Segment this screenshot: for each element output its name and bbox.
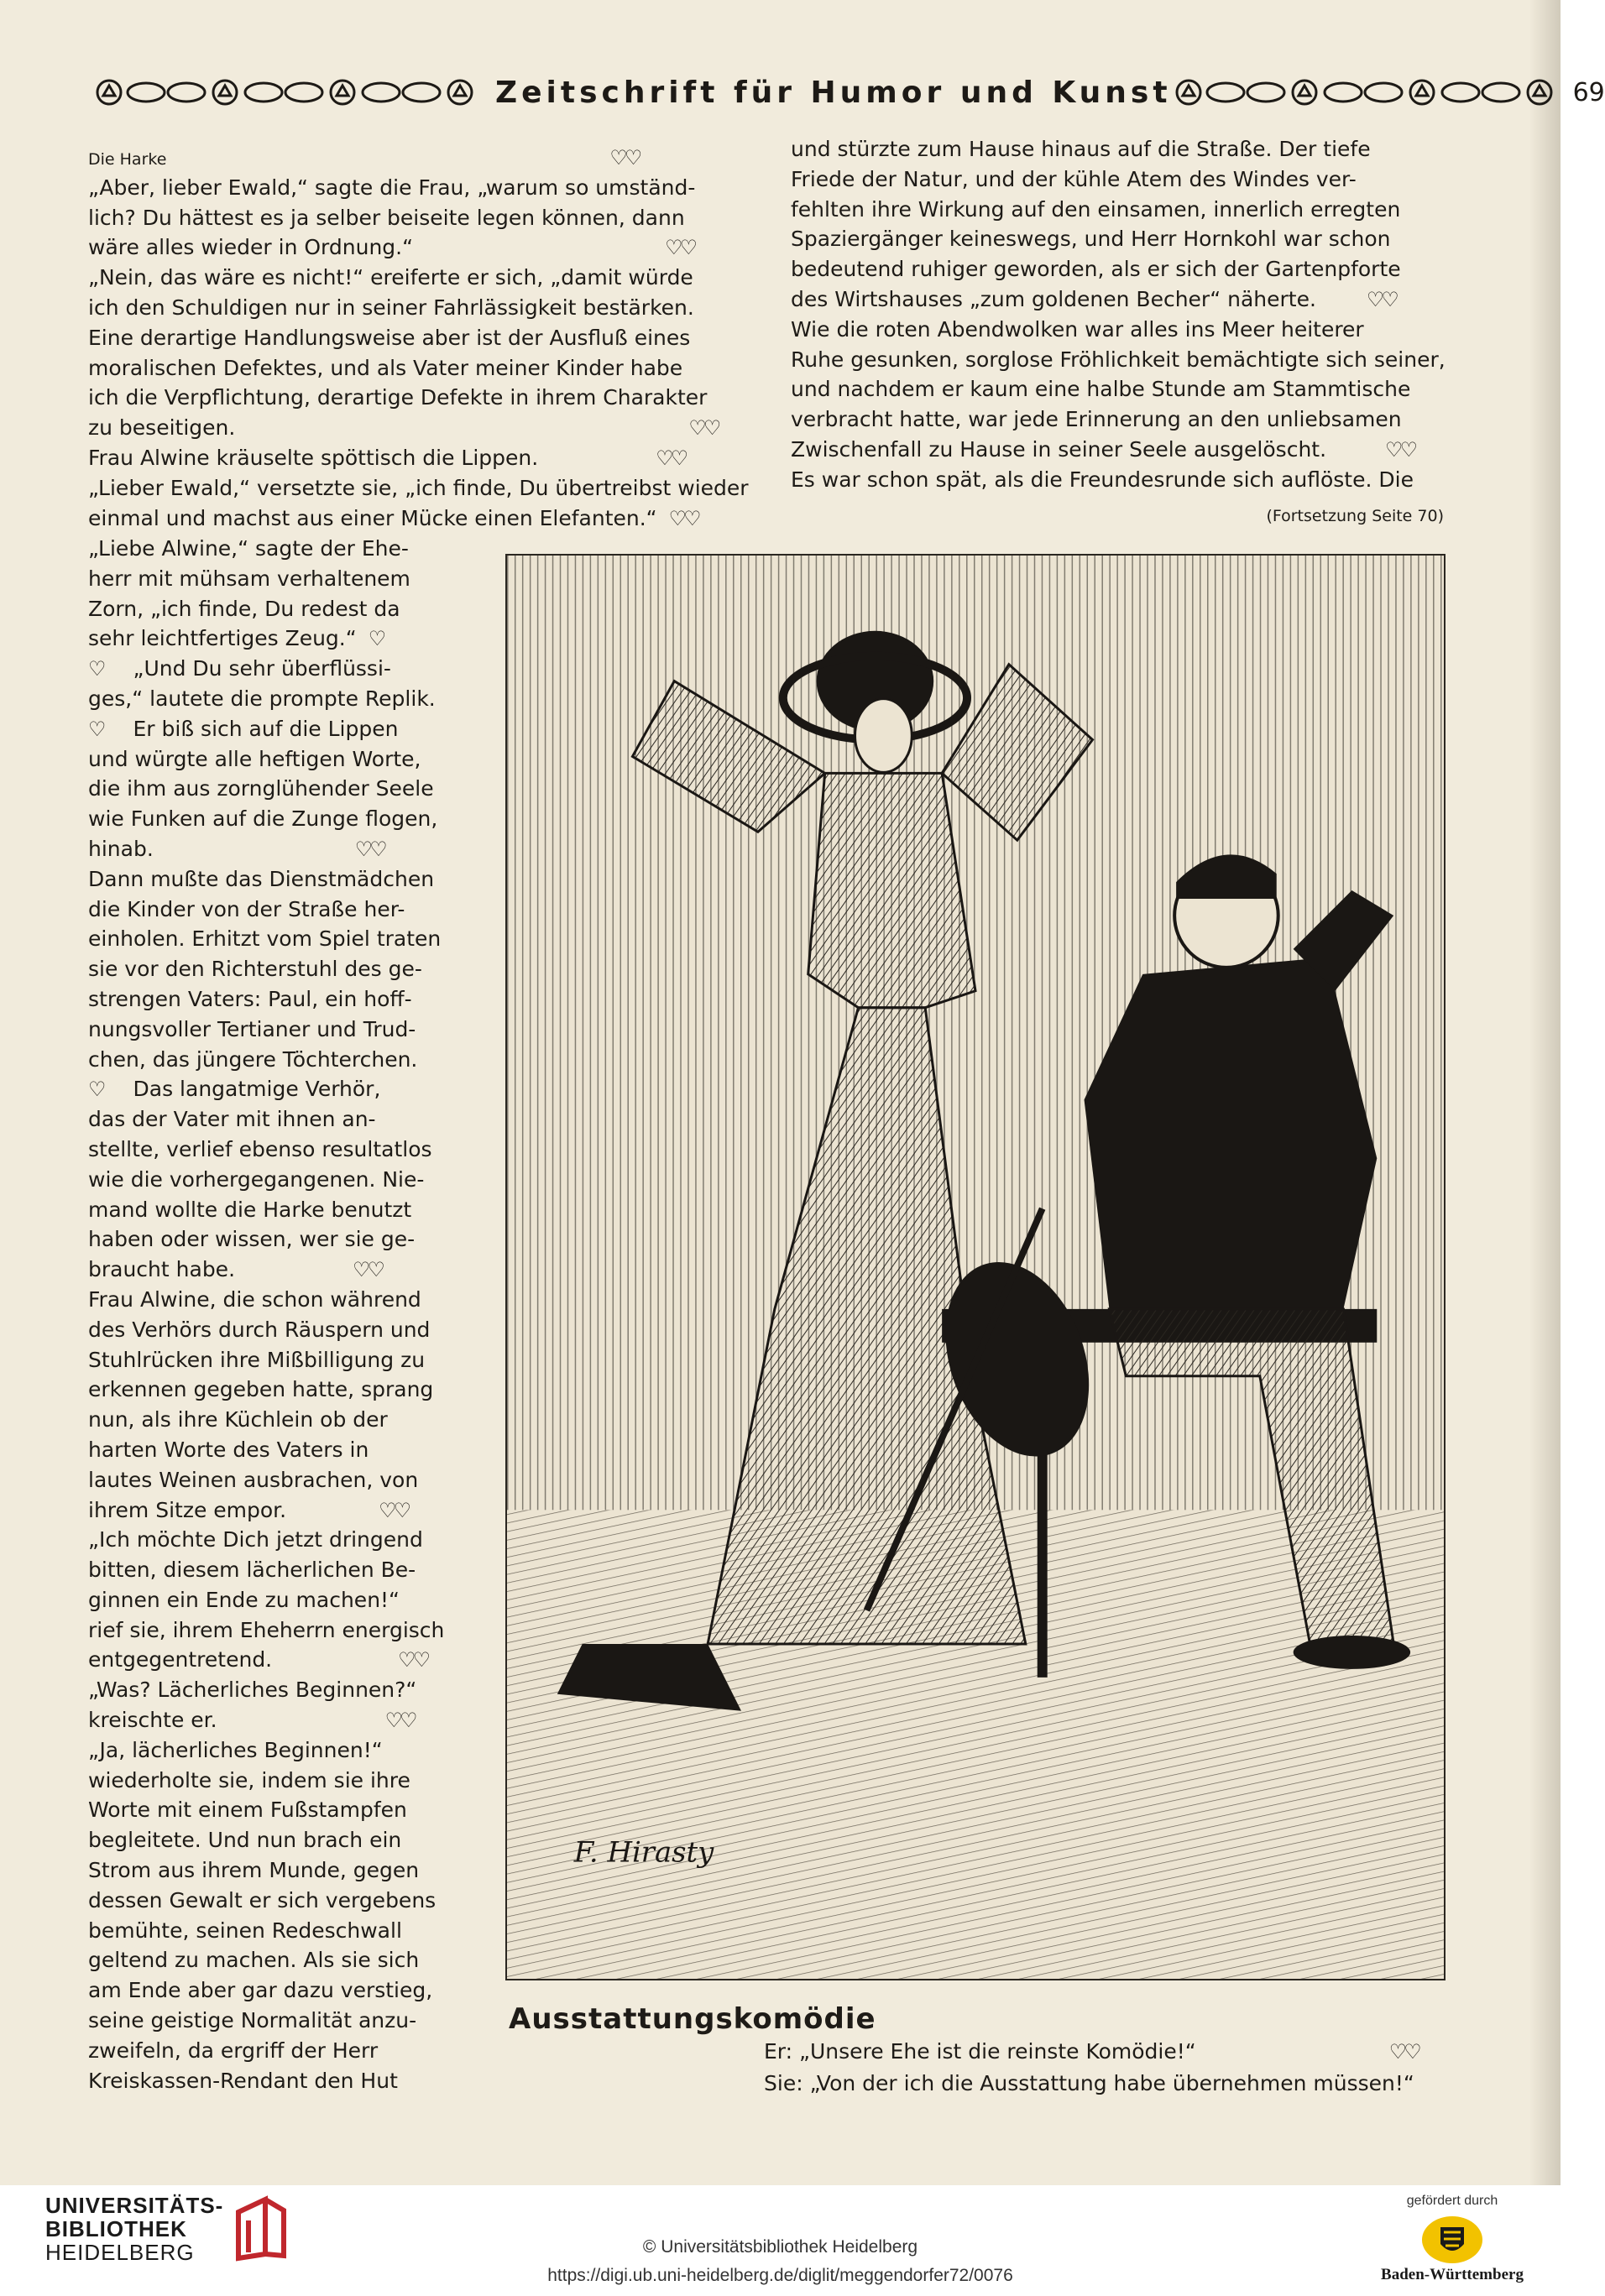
story-column-left-bottom [88,534,446,2095]
text-line: Ruhe gesunken, sorglose Fröhlichkeit bemächtigte sich seiner, [791,347,1446,372]
text-line: „Liebe Alwine,“ sagte der Ehe- [88,536,409,561]
page-header [92,67,1605,117]
text-line: sie vor den Richterstuhl des ge- [88,957,422,982]
story-column-left-top [88,143,749,533]
section-label-line [88,143,743,173]
ub-logo-text: UNIVERSITÄTS- BIBLIOTHEK HEIDELBERG [45,2193,224,2266]
text-line: rief sie, ihrem Eheherrn energisch [88,1617,445,1642]
text-line: Eine derartige Handlungsweise aber ist der Ausfluß eines [88,325,691,350]
text-line: Wie die roten Abendwolken war alles ins Meer heiterer [791,316,1364,342]
text-line: ginnen ein Ende zu machen!“ [88,1587,400,1612]
baden-wuerttemberg-logo[interactable] [1368,2194,1536,2284]
text-line: und würgte alle heftigen Worte, [88,746,421,771]
text-line: stellte, verlief ebenso resultatlos [88,1136,432,1161]
text-line: seine geistige Normalität anzu- [88,2008,417,2033]
text-line: hinab. ♡♡ [88,836,384,861]
text-line: bemühte, seinen Redeschwall [88,1918,402,1943]
text-line: strengen Vaters: Paul, ein hoff- [88,986,412,1011]
heart-ornament-icon: ♡♡ [665,236,695,260]
funded-by-label: gefördert durch [1406,2194,1498,2208]
section-label: Die Harke [88,150,167,169]
text-line: wiederholte sie, indem sie ihre [88,1767,410,1792]
text-line: zu beseitigen. ♡♡ [88,415,719,441]
text-line: erkennen gegeben hatte, sprang [88,1377,434,1402]
story-column-right [791,134,1446,495]
text-line: entgegentretend. ♡♡ [88,1647,428,1672]
text-line: „Aber, lieber Ewald,“ sagte die Frau, „warum so umständ- [88,175,696,200]
text-line: „Ja, lächerliches Beginnen!“ [88,1737,383,1762]
text-line: bedeutend ruhiger geworden, als er sich der Gartenpforte [791,257,1401,282]
text-line: ♡ „Und Du sehr überflüssi- [88,656,391,681]
text-line: ich den Schuldigen nur in seiner Fahrlässigkeit bestärken. [88,295,694,320]
source-url-link[interactable]: https://digi.ub.uni-heidelberg.de/diglit/meggendorfer72/0076 [547,2266,1013,2285]
text-line: braucht habe. ♡♡ [88,1257,383,1282]
text-line: Frau Alwine, die schon während [88,1286,421,1312]
text-line: geltend zu machen. Als sie sich [88,1948,420,1973]
heart-ornament-icon: ♡♡ [379,1498,409,1522]
text-line: ich die Verpflichtung, derartige Defekte in ihrem Charakter [88,385,708,410]
caption-line-sie: Sie: „Von der ich die Ausstattung habe übernehmen müssen!“ [764,2071,1414,2095]
heart-ornament-icon: ♡♡ [1366,287,1396,311]
text-line: Spaziergänger keineswegs, und Herr Hornkohl war schon [791,227,1391,252]
text-line: Es war schon spät, als die Freundesrunde sich auflöste. Die [791,467,1414,492]
text-line: einmal und machst aus einer Mücke einen Elefanten.“ ♡♡ [88,505,698,530]
ornament-chain-icon [1172,76,1558,109]
text-line: zweifeln, da ergriff der Herr [88,2038,379,2063]
heart-ornament-icon: ♡♡ [668,506,698,530]
text-line: wie die vorhergegangenen. Nie- [88,1166,425,1192]
text-line: lautes Weinen ausbrachen, von [88,1467,419,1492]
text-line: und stürzte zum Hause hinaus auf die Straße. Der tiefe [791,137,1371,161]
text-line: lich? Du hättest es ja selber beiseite legen können, dann [88,205,685,230]
text-line: Friede der Natur, und der kühle Atem des Windes ver- [791,166,1357,191]
text-line: chen, das jüngere Töchterchen. [88,1046,418,1072]
continuation-note: (Fortsetzung Seite 70) [1266,507,1444,525]
text-line: „Was? Lächerliches Beginnen?“ [88,1678,417,1703]
heart-ornament-icon: ♡♡ [1385,437,1415,462]
text-line: und nachdem er kaum eine halbe Stunde am Stammtische [791,377,1411,402]
text-line: wie Funken auf die Zunge flogen, [88,806,438,832]
text-line: haben oder wissen, wer sie ge- [88,1227,416,1252]
caption-line-er: Er: „Unsere Ehe ist die reinste Komödie!“ ♡♡ [764,2039,1419,2064]
text-line: mand wollte die Harke benutzt [88,1197,412,1222]
text-line: Kreiskassen-Rendant den Hut [88,2068,398,2093]
text-line: Dann mußte das Dienstmädchen [88,866,435,891]
text-line: die Kinder von der Straße her- [88,896,405,921]
text-line: ♡ Er biß sich auf die Lippen [88,716,399,741]
illustration-drawing [507,556,1444,1979]
text-line: ♡ Das langatmige Verhör, [88,1077,381,1102]
text-line: harten Worte des Vaters in [88,1437,369,1462]
text-line: Stuhlrücken ihre Mißbilligung zu [88,1347,426,1372]
heart-ornament-icon: ♡♡ [398,1648,428,1672]
ornament-chain-icon [92,76,495,109]
text-line: des Wirtshauses „zum goldenen Becher“ näherte. ♡♡ [791,286,1396,311]
heart-ornament-icon: ♡ [368,627,384,651]
text-line: „Nein, das wäre es nicht!“ ereiferte er sich, „damit würde [88,265,693,290]
text-line: verbracht hatte, war jede Erinnerung an den unliebsamen [791,407,1402,432]
journal-title: Zeitschrift für Humor und Kunst [495,75,1172,110]
heart-ornament-icon: ♡♡ [384,1709,415,1733]
caption-title: Ausstattungskomödie [509,2002,876,2036]
funder-name: Baden-Württemberg [1381,2266,1524,2283]
text-line: herr mit mühsam verhaltenem [88,566,410,591]
artist-signature: F. Hirasty [573,1835,714,1869]
copyright-text: © Universitätsbibliothek Heidelberg [642,2237,918,2257]
heart-ornament-icon: ♡♡ [688,416,719,441]
text-line: begleitete. Und nun brach ein [88,1828,402,1853]
text-line: „Ich möchte Dich jetzt dringend [88,1527,423,1552]
text-line: moralischen Defektes, und als Vater meiner Kinder habe [88,355,683,380]
text-line: nungsvoller Tertianer und Trud- [88,1016,416,1041]
heart-ornament-icon: ♡ [88,717,103,741]
text-line: ihrem Sitze empor. ♡♡ [88,1497,409,1522]
text-line: Zwischenfall zu Hause in seiner Seele ausgelöscht. ♡♡ [791,436,1415,462]
text-line: Zorn, „ich finde, Du redest da [88,596,400,621]
text-line: bitten, diesem lächerlichen Be- [88,1558,416,1583]
text-line: dessen Gewalt er sich vergebens [88,1887,437,1912]
coat-of-arms-icon [1419,2214,1486,2266]
header-ornament-right [1172,76,1605,109]
text-line: des Verhörs durch Räuspern und [88,1317,431,1342]
text-line: die ihm aus zornglühender Seele [88,776,434,801]
text-line: fehlten ihre Wirkung auf den einsamen, innerlich erregten [791,196,1401,222]
text-line: nun, als ihre Küchlein ob der [88,1407,388,1432]
text-line: kreischte er. ♡♡ [88,1708,415,1733]
heart-ornament-icon: ♡ [88,1078,103,1102]
text-line: einholen. Erhitzt vom Spiel traten [88,926,442,952]
text-line: „Lieber Ewald,“ versetzte sie, „ich finde, Du übertreibst wieder [88,475,749,500]
heart-ornament-icon: ♡♡ [354,837,384,861]
heart-ornament-icon: ♡♡ [609,146,640,170]
text-line: Worte mit einem Fußstampfen [88,1798,407,1823]
illustration-panel [505,554,1446,1980]
heart-ornament-icon: ♡ [88,657,103,681]
heart-ornament-icon: ♡♡ [656,446,686,470]
text-line: ges,“ lautete die prompte Replik. [88,686,436,711]
text-line: das der Vater mit ihnen an- [88,1107,376,1132]
heart-ornament-icon: ♡♡ [353,1258,383,1282]
heart-ornament-icon: ♡♡ [1388,2040,1419,2064]
text-line: sehr leichtfertiges Zeug.“ ♡ [88,626,384,651]
text-line: am Ende aber gar dazu verstieg, [88,1978,433,2003]
text-line: Frau Alwine kräuselte spöttisch die Lippen. ♡♡ [88,445,686,470]
text-line: Strom aus ihrem Munde, gegen [88,1858,420,1883]
text-line: wäre alles wieder in Ordnung.“ ♡♡ [88,235,695,260]
page-number: 69 [1572,77,1605,107]
header-ornament-left [92,76,495,109]
